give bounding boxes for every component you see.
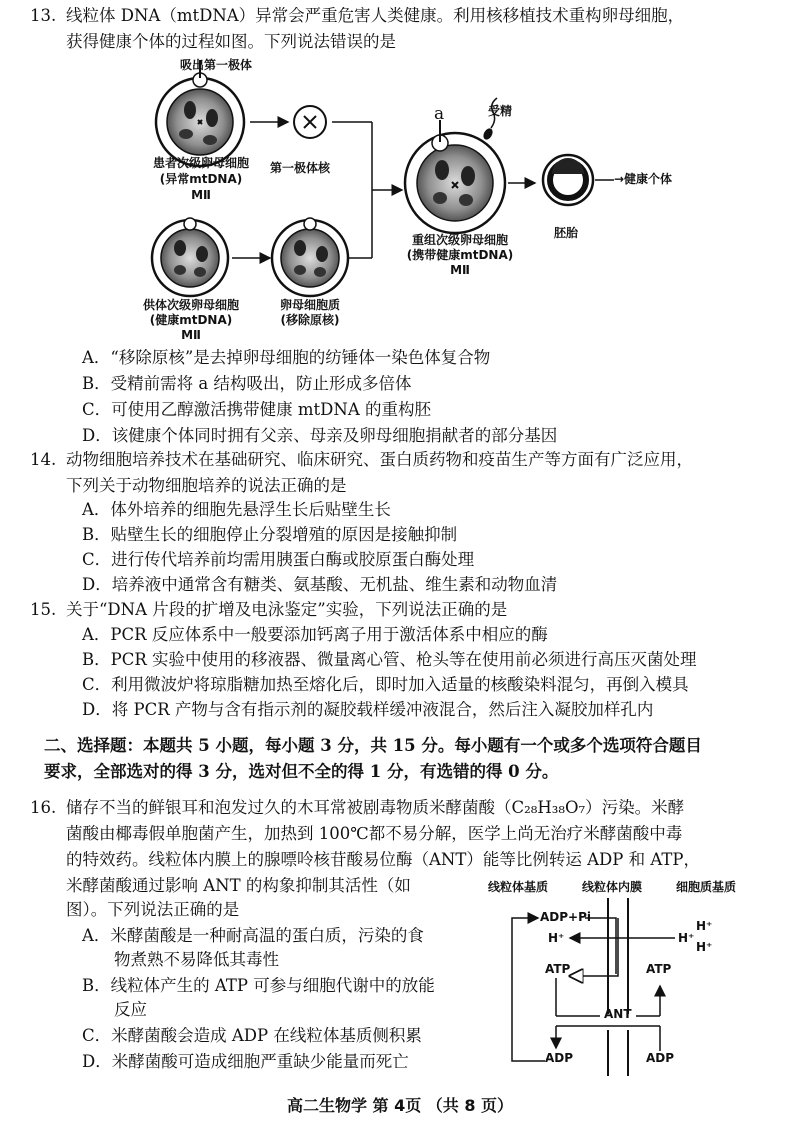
q13-number: 13. [30,6,57,25]
label-h-mid: H⁺ [678,931,695,945]
q15-option-c[interactable]: C．利用微波炉将琼脂糖加热至熔化后，即时加入适量的核酸染料混匀，再倒入模具 [82,675,689,694]
q16-stem-line5: 图）。下列说法正确的是 [66,900,240,919]
label-donor-mii: MⅡ [181,328,201,342]
q13-option-c[interactable]: C．可使用乙醇激活携带健康 mtDNA 的重构胚 [82,400,431,419]
q16-stem-line2: 菌酸由椰毒假单胞菌产生，加热到 100℃都不易分解，医学上尚无治疗米酵菌酸中毒 [66,824,683,843]
q14-number: 14. [30,450,57,469]
embryo [543,155,593,205]
q15-stem: 关于“DNA 片段的扩增及电泳鉴定”实验，下列说法正确的是 [66,600,508,619]
label-patient-oocyte: 患者次级卵母细胞 [152,156,249,170]
label-adp-pi: ADP+Pi [540,910,592,924]
q14-option-a[interactable]: A．体外培养的细胞先悬浮生长后贴壁生长 [82,500,391,519]
q14-stem-line1: 动物细胞培养技术在基础研究、临床研究、蛋白质药物和疫苗生产等方面有广泛应用， [66,450,693,469]
q15-option-a[interactable]: A．PCR 反应体系中一般要添加钙离子用于激活体系中相应的酶 [82,625,548,644]
label-adp-left: ADP [545,1051,574,1065]
label-atp-left: ATP [545,962,571,976]
oocyte-cytoplasm [272,218,348,296]
q16-stem-line1: 储存不当的鲜银耳和泡发过久的木耳常被剧毒物质米酵菌酸（C₂₈H₃₈O₇）污染。米酵 [66,798,685,817]
q16-option-b-cont: 反应 [114,1000,147,1019]
label-cytoplasm-note: (移除原核) [280,313,340,327]
label-fertilization: 受精 [488,104,513,118]
page-footer: 高二生物学 第 4页 （共 8 页） [286,1096,514,1115]
label-recon-mii: MⅡ [450,263,470,277]
patient-oocyte [156,60,244,166]
label-patient-mii: MⅡ [191,188,211,202]
label-h-left: H⁺ [548,931,565,945]
q14-option-c[interactable]: C．进行传代培养前均需用胰蛋白酶或胶原蛋白酶处理 [82,550,475,569]
label-donor-oocyte: 供体次级卵母细胞 [142,298,239,312]
q13-stem-line1: 线粒体 DNA（mtDNA）异常会严重危害人类健康。利用核移植技术重构卵母细胞， [66,6,685,25]
q16-option-d[interactable]: D．米酵菌酸可造成细胞严重缺少能量而死亡 [82,1052,409,1071]
label-embryo: 胚胎 [554,226,579,240]
q13-option-a[interactable]: A．“移除原核”是去掉卵母细胞的纺锤体一染色体复合物 [82,348,491,367]
label-inner-membrane: 线粒体内膜 [582,880,643,894]
q13-option-d[interactable]: D．该健康个体同时拥有父亲、母亲及卵母细胞捐献者的部分基因 [82,426,558,445]
label-ant: ANT [604,1007,632,1021]
label-donor-mtdna: (健康mtDNA) [149,313,233,327]
q16-option-b[interactable]: B．线粒体产生的 ATP 可参与细胞代谢中的放能 [82,976,435,995]
label-matrix: 线粒体基质 [488,880,549,894]
label-polar-nucleus: 第一极体核 [270,161,331,175]
donor-oocyte [152,218,228,296]
q16-option-a[interactable]: A．米酵菌酸是一种耐高温的蛋白质，污染的食 [82,926,424,945]
section-2-line1: 二、选择题：本题共 5 小题，每小题 3 分，共 15 分。每小题有一个或多个选项符合题目 [44,736,702,755]
label-h-right2: H⁺ [696,940,713,954]
label-healthy-individual: →健康个体 [614,172,673,186]
label-cytosol: 细胞质基质 [676,880,737,894]
section-2-line2: 要求，全部选对的得 3 分，选对但不全的得 1 分，有选错的得 0 分。 [44,762,559,781]
q14-stem-line2: 下列关于动物细胞培养的说法正确的是 [66,476,347,495]
q13-option-b[interactable]: B．受精前需将 a 结构吸出，防止形成多倍体 [82,374,412,393]
label-patient-mtdna: (异常mtDNA) [159,172,243,186]
q15-option-d[interactable]: D．将 PCR 产物与含有指示剂的凝胶载样缓冲液混合，然后注入凝胶加样孔内 [82,700,654,719]
q16-option-a-cont: 物煮熟不易降低其毒性 [114,950,279,969]
q14-option-d[interactable]: D．培养液中通常含有糖类、氨基酸、无机盐、维生素和动物血清 [82,575,558,594]
q15-option-b[interactable]: B．PCR 实验中使用的移液器、微量离心管、枪头等在使用前必须进行高压灭菌处理 [82,650,697,669]
label-cytoplasm: 卵母细胞质 [279,298,340,312]
label-recon-mtdna: (携带健康mtDNA) [406,248,514,262]
q16-stem-line4: 米酵菌酸通过影响 ANT 的构象抑制其活性（如 [66,876,411,895]
q14-option-b[interactable]: B．贴壁生长的细胞停止分裂增殖的原因是接触抑制 [82,525,458,544]
polar-body-nucleus [294,106,326,138]
q13-stem-line2: 获得健康个体的过程如图。下列说法错误的是 [66,32,396,51]
q15-number: 15. [30,600,57,619]
label-remove-polar-body: 吸出第一极体 [180,58,253,72]
label-recon-oocyte: 重组次级卵母细胞 [411,233,508,247]
label-atp-right: ATP [646,962,672,976]
q16-option-c[interactable]: C．米酵菌酸会造成 ADP 在线粒体基质侧积累 [82,1026,422,1045]
q16-number: 16. [30,798,57,817]
ant-diagram [490,876,780,1076]
q16-stem-line3: 的特效药。线粒体内膜上的腺嘌呤核苷酸易位酶（ANT）能等比例转运 ADP 和 ATP， [66,850,700,869]
label-h-right1: H⁺ [696,919,713,933]
label-structure-a: a [434,104,445,124]
label-adp-right: ADP [646,1051,675,1065]
